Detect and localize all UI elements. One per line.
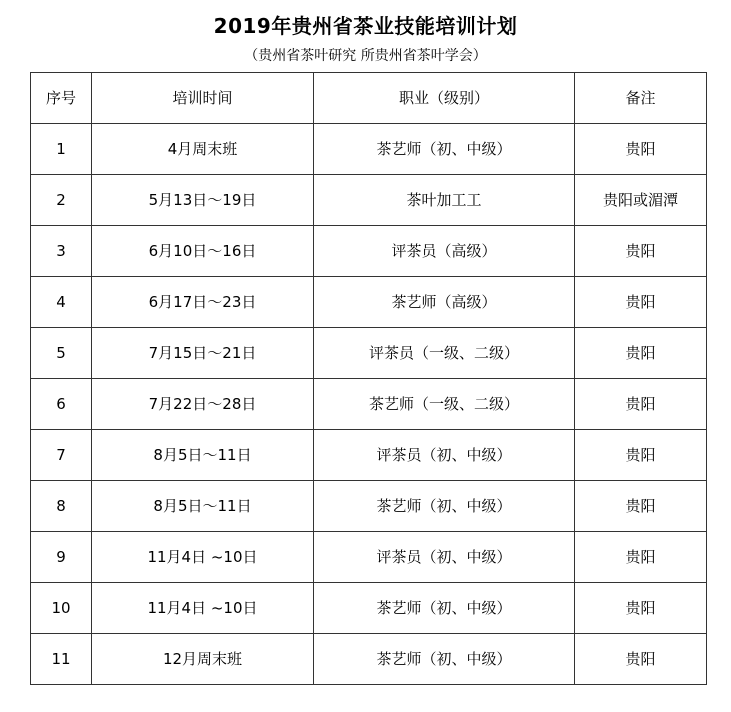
cell-occupation-level: 评茶员（高级）: [314, 226, 575, 277]
cell-training-time: 6月10日～16日: [92, 226, 314, 277]
page-subtitle: （贵州省茶叶研究 所贵州省茶叶学会）: [244, 48, 487, 64]
cell-training-time: 11月4日 ~10日: [92, 583, 314, 634]
cell-occupation-level: 茶艺师（一级、二级）: [314, 379, 575, 430]
page-title: 2019年贵州省茶业技能培训计划: [213, 14, 518, 38]
cell-remarks: 贵阳: [575, 328, 707, 379]
cell-occupation-level: 茶艺师（初、中级）: [314, 583, 575, 634]
cell-index: 3: [31, 226, 92, 277]
cell-index: 2: [31, 175, 92, 226]
table-row: [31, 124, 707, 175]
header-occupation-level: 职业（级别）: [314, 73, 575, 124]
cell-training-time: 6月17日～23日: [92, 277, 314, 328]
cell-remarks: 贵阳: [575, 430, 707, 481]
cell-remarks: 贵阳或湄潭: [575, 175, 707, 226]
cell-training-time: 8月5日～11日: [92, 430, 314, 481]
cell-training-time: 7月22日～28日: [92, 379, 314, 430]
table-header-row: [31, 73, 707, 124]
header-remarks: 备注: [575, 73, 707, 124]
cell-training-time: 5月13日～19日: [92, 175, 314, 226]
cell-index: 9: [31, 532, 92, 583]
table-row: [31, 583, 707, 634]
cell-remarks: 贵阳: [575, 532, 707, 583]
table-row: [31, 277, 707, 328]
cell-occupation-level: 茶艺师（初、中级）: [314, 481, 575, 532]
cell-occupation-level: 评茶员（初、中级）: [314, 532, 575, 583]
training-plan-table: [30, 72, 707, 685]
cell-training-time: 7月15日～21日: [92, 328, 314, 379]
cell-index: 11: [31, 634, 92, 685]
cell-index: 7: [31, 430, 92, 481]
cell-index: 10: [31, 583, 92, 634]
header-training-time: 培训时间: [92, 73, 314, 124]
cell-remarks: 贵阳: [575, 226, 707, 277]
cell-training-time: 8月5日～11日: [92, 481, 314, 532]
table-row: [31, 634, 707, 685]
cell-remarks: 贵阳: [575, 379, 707, 430]
table-row: [31, 226, 707, 277]
table-row: [31, 379, 707, 430]
cell-index: 8: [31, 481, 92, 532]
table-row: [31, 430, 707, 481]
cell-remarks: 贵阳: [575, 583, 707, 634]
cell-remarks: 贵阳: [575, 277, 707, 328]
cell-occupation-level: 评茶员（初、中级）: [314, 430, 575, 481]
cell-training-time: 12月周末班: [92, 634, 314, 685]
cell-occupation-level: 茶艺师（高级）: [314, 277, 575, 328]
cell-occupation-level: 茶叶加工工: [314, 175, 575, 226]
cell-remarks: 贵阳: [575, 481, 707, 532]
cell-occupation-level: 茶艺师（初、中级）: [314, 124, 575, 175]
table-row: [31, 532, 707, 583]
cell-index: 6: [31, 379, 92, 430]
header-index: 序号: [31, 73, 92, 124]
cell-index: 5: [31, 328, 92, 379]
cell-occupation-level: 评茶员（一级、二级）: [314, 328, 575, 379]
table-row: [31, 175, 707, 226]
cell-training-time: 4月周末班: [92, 124, 314, 175]
cell-training-time: 11月4日 ~10日: [92, 532, 314, 583]
table-row: [31, 328, 707, 379]
cell-index: 1: [31, 124, 92, 175]
cell-index: 4: [31, 277, 92, 328]
table-row: [31, 481, 707, 532]
cell-remarks: 贵阳: [575, 124, 707, 175]
cell-remarks: 贵阳: [575, 634, 707, 685]
cell-occupation-level: 茶艺师（初、中级）: [314, 634, 575, 685]
